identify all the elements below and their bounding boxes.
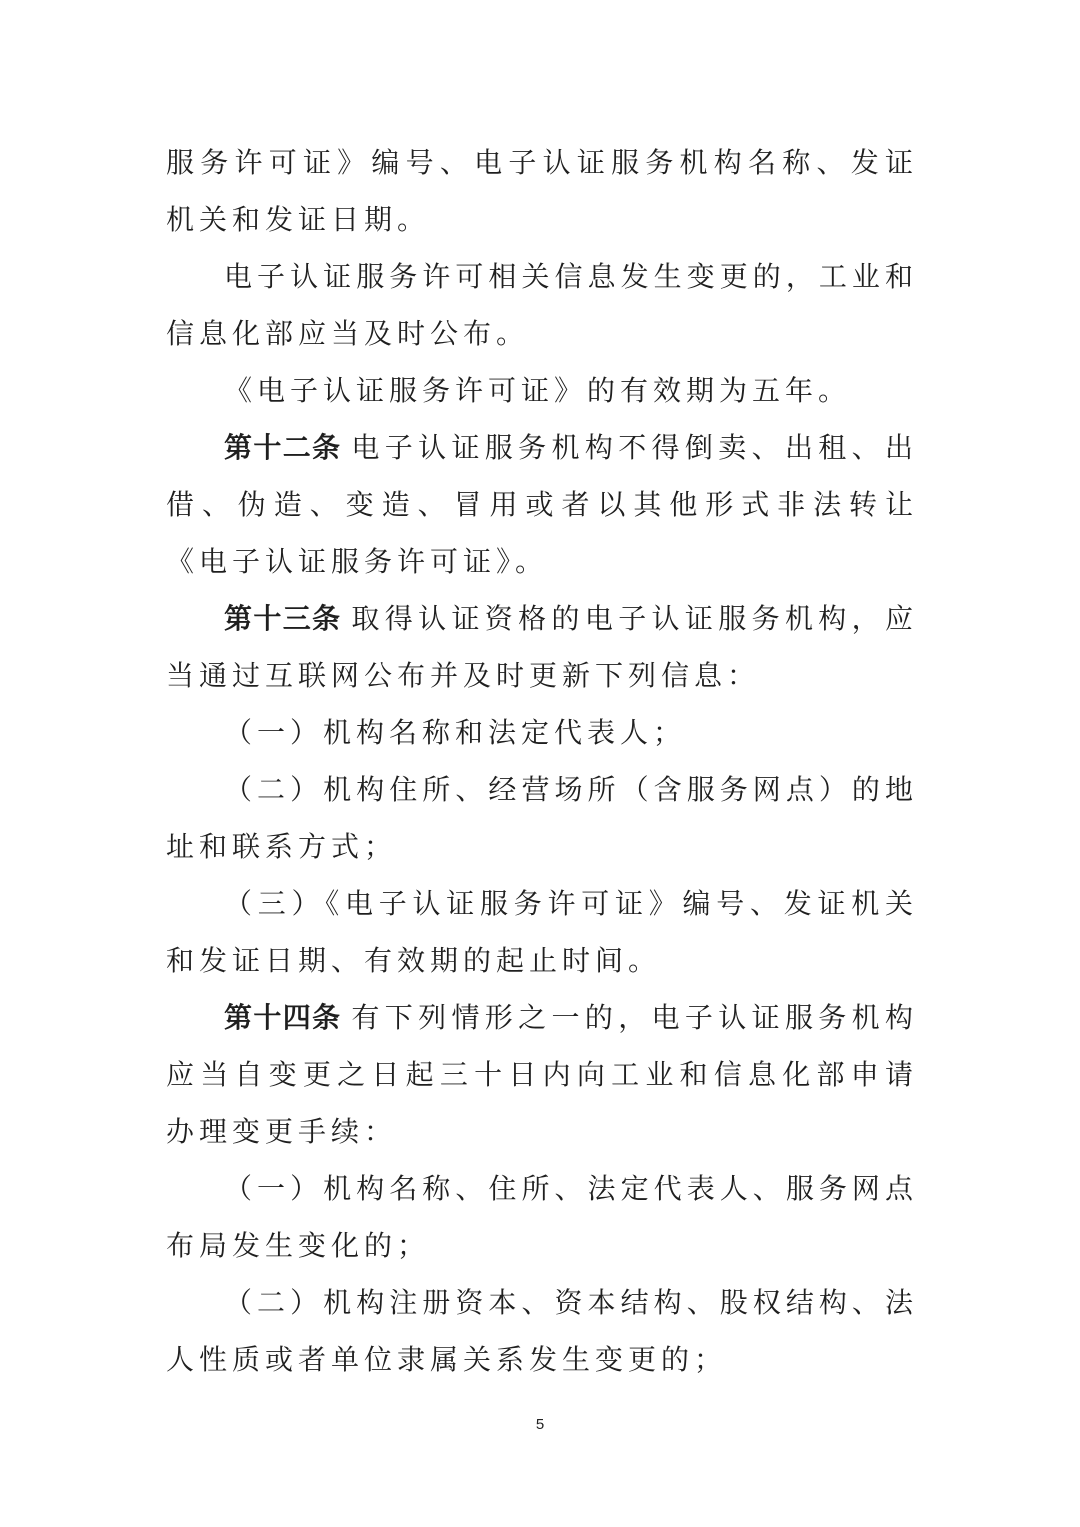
paragraph-text: 电子认证服务机构不得倒卖、出租、出借、伪造、变造、冒用或者以其他形式非法转让《电子认证服务许可证》。	[166, 431, 918, 578]
paragraph-text: （一）机构名称、住所、法定代表人、服务网点布局发生变化的；	[166, 1172, 918, 1262]
paragraph-1	[166, 134, 918, 248]
paragraph-text: 取得认证资格的电子认证服务机构，应当通过互联网公布并及时更新下列信息：	[166, 602, 918, 692]
paragraph-text: （二）机构住所、经营场所（含服务网点）的地址和联系方式；	[166, 773, 918, 863]
list-item	[166, 704, 918, 761]
paragraph-text: （二）机构注册资本、资本结构、股权结构、法人性质或者单位隶属关系发生变更的；	[166, 1286, 918, 1376]
paragraph-text: （一）机构名称和法定代表人；	[224, 716, 687, 749]
paragraph-text: 电子认证服务许可相关信息发生变更的，工业和信息化部应当及时公布。	[166, 260, 918, 350]
article-12	[166, 419, 918, 590]
list-item	[166, 875, 918, 989]
article-number: 第十三条	[224, 602, 342, 635]
paragraph-text: 有下列情形之一的，电子认证服务机构应当自变更之日起三十日内向工业和信息化部申请办理变更手续：	[166, 1001, 918, 1148]
paragraph-text: （三）《电子认证服务许可证》编号、发证机关和发证日期、有效期的起止时间。	[166, 887, 918, 977]
paragraph-text: 服务许可证》编号、电子认证服务机构名称、发证机关和发证日期。	[166, 146, 918, 236]
list-item	[166, 1274, 918, 1388]
paragraph-text: 《电子认证服务许可证》的有效期为五年。	[224, 374, 852, 407]
article-number: 第十二条	[224, 431, 342, 464]
article-13	[166, 590, 918, 704]
list-item	[166, 761, 918, 875]
paragraph-2	[166, 248, 918, 362]
paragraph-3	[166, 362, 918, 419]
document-body	[166, 134, 918, 1388]
article-number: 第十四条	[224, 1001, 342, 1034]
article-14	[166, 989, 918, 1160]
page-number: 5	[535, 1416, 545, 1433]
list-item	[166, 1160, 918, 1274]
